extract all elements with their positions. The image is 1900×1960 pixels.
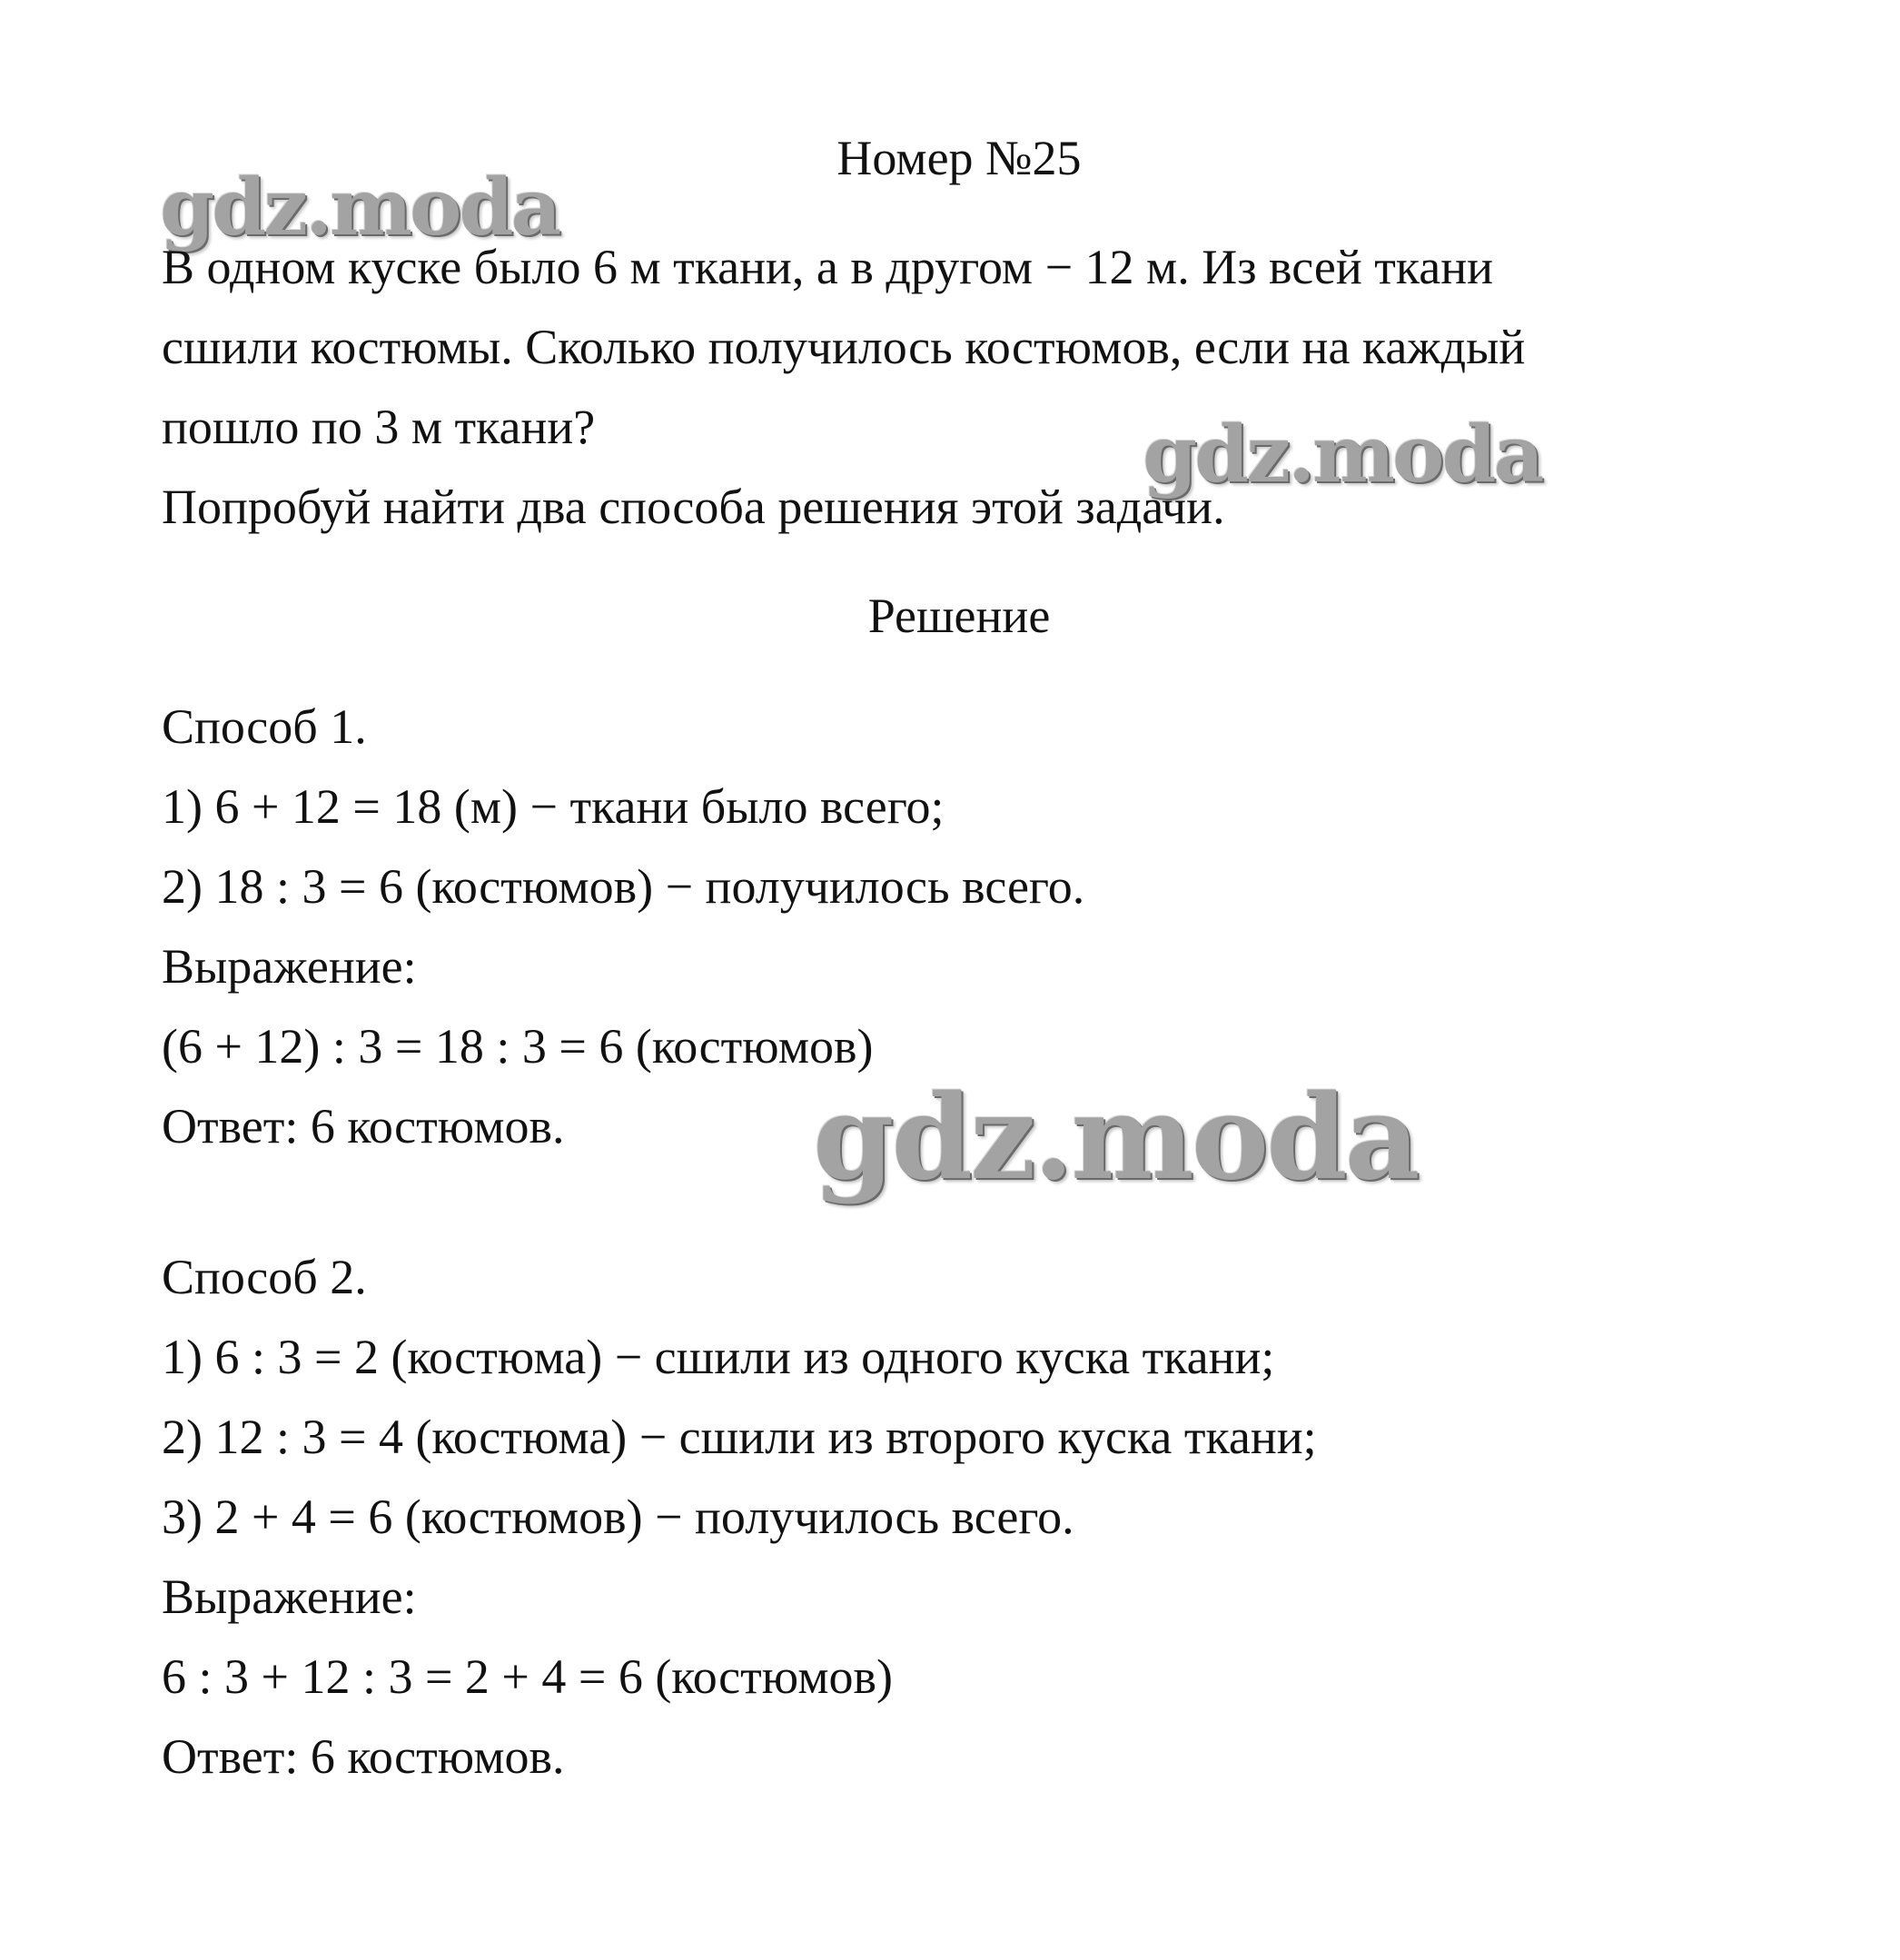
method2-step-2: 2) 12 : 3 = 4 (костюма) − сшили из второго куска ткани; (162, 1410, 1317, 1464)
problem-line-3: пошло по 3 м ткани? (162, 400, 596, 454)
solution-heading: Решение (867, 589, 1051, 643)
method1-step-1: 1) 6 + 12 = 18 (м) − ткани было всего; (162, 779, 945, 834)
problem-line-2: сшили костюмы. Сколько получилось костюмов, если на каждый (162, 320, 1526, 374)
watermark-middle-right: gdz.moda (1143, 409, 1542, 500)
method2-step-3: 3) 2 + 4 = 6 (костюмов) − получилось всего. (162, 1490, 1074, 1544)
method1-expression: (6 + 12) : 3 = 18 : 3 = 6 (костюмов) (162, 1019, 874, 1074)
method1-heading: Способ 1. (162, 699, 367, 754)
method2-answer: Ответ: 6 костюмов. (162, 1729, 565, 1784)
method1-expression-label: Выражение: (162, 939, 417, 994)
watermark-top-left: gdz.moda (160, 162, 559, 253)
page-title: Номер №25 (836, 131, 1082, 185)
watermark-center: gdz.moda (813, 1070, 1418, 1206)
method2-heading: Способ 2. (162, 1250, 367, 1304)
method2-expression: 6 : 3 + 12 : 3 = 2 + 4 = 6 (костюмов) (162, 1649, 893, 1704)
method2-expression-label: Выражение: (162, 1569, 417, 1624)
problem-line-1: В одном куске было 6 м ткани, а в другом − 12 м. Из всей ткани (162, 240, 1494, 294)
method1-answer: Ответ: 6 костюмов. (162, 1099, 565, 1153)
problem-line-4: Попробуй найти два способа решения этой задачи. (162, 480, 1225, 534)
method2-step-1: 1) 6 : 3 = 2 (костюма) − сшили из одного куска ткани; (162, 1330, 1275, 1384)
method1-step-2: 2) 18 : 3 = 6 (костюмов) − получилось всего. (162, 859, 1085, 914)
